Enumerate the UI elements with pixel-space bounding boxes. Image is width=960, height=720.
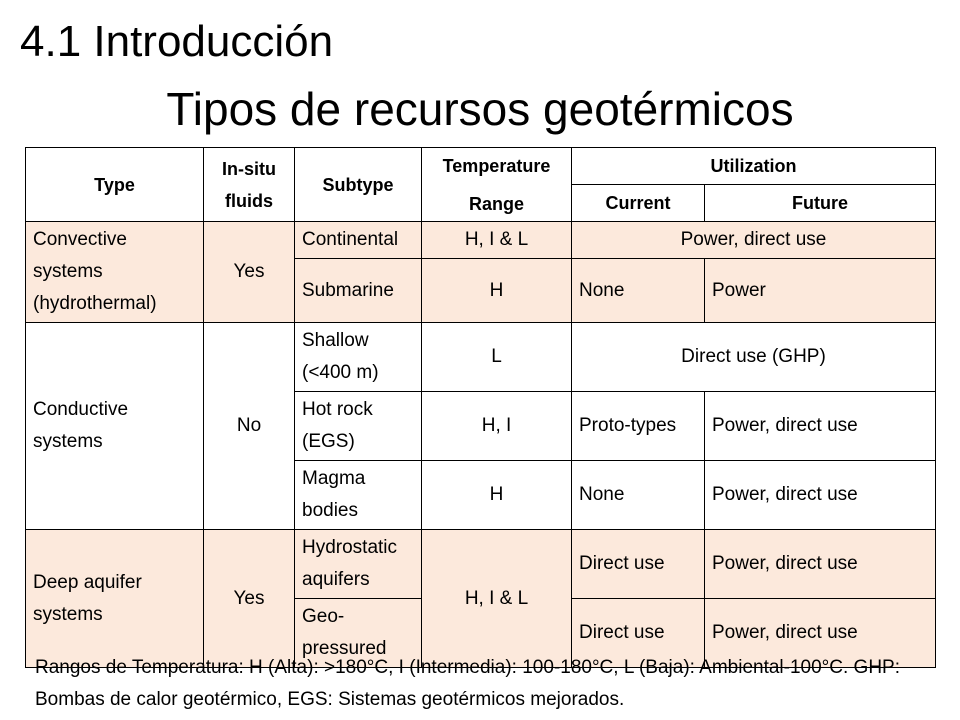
header-subtype: Subtype [295, 148, 422, 222]
subtype-cell: Shallow (<400 m) [295, 323, 422, 392]
type-cell: Deep aquifer systems [26, 530, 204, 668]
in-situ-cell: Yes [204, 222, 295, 323]
footnote: Rangos de Temperatura: H (Alta): >180°C, I (Intermedia): 100-180°C, L (Baja): Ambiental-100°C. GHP: Bombas de calor geotérmico, EGS: Sistemas geotérmicos mejorados. [35, 657, 901, 710]
header-current: Current [572, 185, 705, 222]
in-situ-cell: Yes [204, 530, 295, 668]
table-row [26, 323, 936, 392]
current-cell: Proto-types [572, 392, 705, 461]
geothermal-resources-table [25, 147, 936, 668]
utilization-cell: Direct use (GHP) [572, 323, 936, 392]
type-cell: Convective systems (hydrothermal) [26, 222, 204, 323]
subtype-cell: Hot rock (EGS) [295, 392, 422, 461]
subtype-cell: Geo-pressured [295, 599, 422, 668]
current-cell: Direct use [572, 599, 705, 668]
subtype-cell: Continental [295, 222, 422, 259]
future-cell: Power, direct use [705, 461, 936, 530]
range-cell: H [422, 259, 572, 323]
range-cell: L [422, 323, 572, 392]
current-cell: None [572, 259, 705, 323]
header-utilization: Utilization [572, 148, 936, 185]
subtype-cell: Submarine [295, 259, 422, 323]
subtype-cell: Magma bodies [295, 461, 422, 530]
table-row [26, 222, 936, 259]
range-cell: H [422, 461, 572, 530]
header-future: Future [705, 185, 936, 222]
future-cell: Power, direct use [705, 599, 936, 668]
slide-title: Tipos de recursos geotérmicos [166, 83, 794, 135]
type-cell: Conductive systems [26, 323, 204, 530]
header-temperature: Temperature [442, 156, 551, 176]
range-cell: H, I & L [422, 530, 572, 668]
future-cell: Power, direct use [705, 392, 936, 461]
current-cell: None [572, 461, 705, 530]
range-cell: H, I [422, 392, 572, 461]
future-cell: Power, direct use [705, 530, 936, 599]
section-title: 4.1 Introducción [20, 17, 334, 66]
header-type: Type [26, 148, 204, 222]
table-row [26, 530, 936, 599]
header-range: Range [468, 194, 524, 214]
current-cell: Direct use [572, 530, 705, 599]
header-temperature-range [422, 148, 572, 222]
utilization-cell: Power, direct use [572, 222, 936, 259]
header-in-situ-fluids: In-situ fluids [204, 148, 295, 222]
subtype-cell: Hydrostatic aquifers [295, 530, 422, 599]
future-cell: Power [705, 259, 936, 323]
in-situ-cell: No [204, 323, 295, 530]
range-cell: H, I & L [422, 222, 572, 259]
